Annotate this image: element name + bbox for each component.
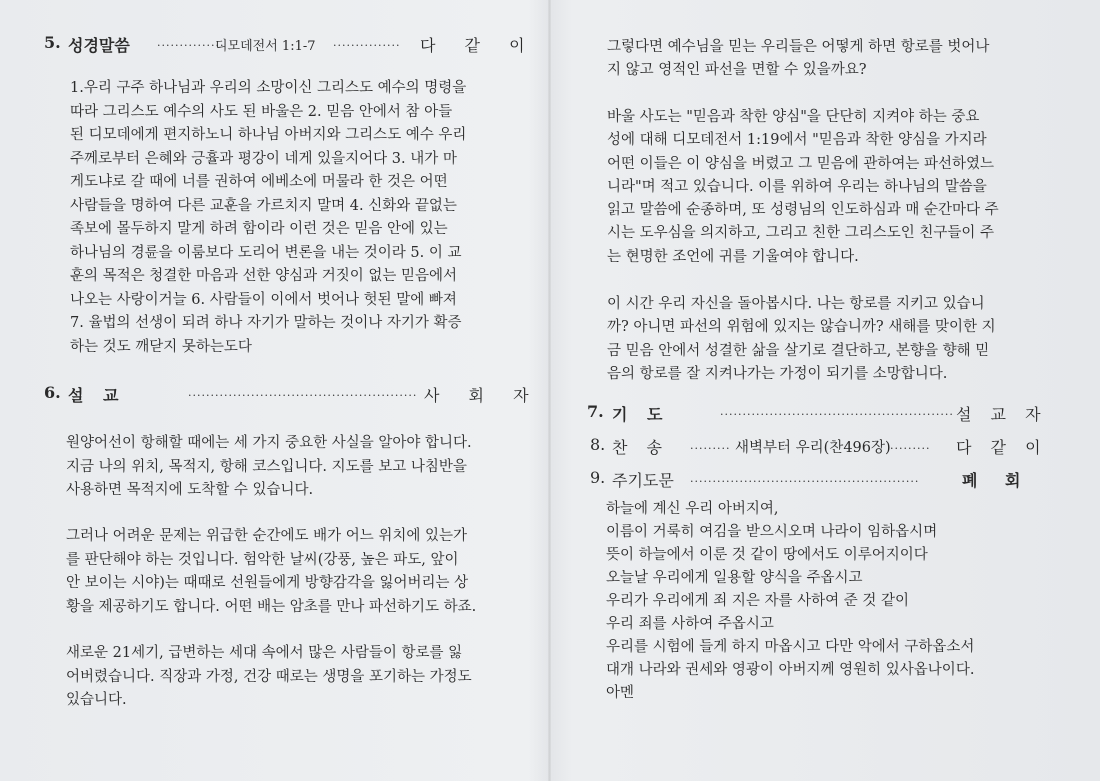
sermon-line: 지금 나의 위치, 목적지, 항해 코스입니다. 지도를 보고 나침반을 [66, 458, 467, 475]
section9-title: 주기도문 [612, 471, 674, 490]
sermon-line: 있습니다. [66, 692, 127, 708]
prayer-line: 우리가 우리에게 죄 지은 자를 사하여 준 것 같이 [606, 593, 910, 609]
section7-title: 기 도 [612, 405, 663, 424]
section9-number: 9. [590, 468, 606, 487]
section5-dots-b: ............... [333, 36, 401, 49]
scripture-line: 훈의 목적은 청결한 마음과 선한 양심과 거짓이 없는 믿음에서 [70, 268, 458, 284]
section8-title: 찬 송 [612, 438, 662, 457]
page-fold [548, 0, 551, 781]
prayer-line: 우리 죄를 사하여 주옵시고 [606, 616, 774, 632]
sermon-line: 읽고 말씀에 순종하며, 또 성령님의 인도하심과 매 순간마다 주 [607, 202, 999, 219]
sermon-line: 황을 제공하기도 합니다. 어떤 배는 암초를 만나 파선하기도 하죠. [66, 598, 477, 615]
sermon-line: 음의 항로를 잘 지켜나가는 가정이 되기를 소망합니다. [607, 365, 948, 382]
scripture-line: 나오는 사랑이거늘 6. 사람들이 이에서 벗어나 헛된 말에 빠져 [70, 291, 457, 308]
section6-dots: ................................................... [188, 386, 418, 399]
sermon-line: 바울 사도는 "믿음과 착한 양심"을 단단히 지켜야 하는 중요 [607, 109, 980, 125]
sermon-paragraph-4 [607, 36, 989, 83]
prayer-line: 뜻이 하늘에서 이룬 것 같이 땅에서도 이루어지이다 [606, 547, 928, 563]
sermon-line: 는 현명한 조언에 귀를 기울여야 합니다. [607, 248, 859, 265]
scripture-line: 주께로부터 은혜와 긍휼과 평강이 네게 있을지어다 3. 내가 마 [70, 150, 457, 167]
sermon-line: 안 보이는 시야)는 때때로 선원들에게 방향감각을 잃어버리는 상 [66, 575, 469, 591]
prayer-line: 하늘에 계신 우리 아버지여, [606, 501, 779, 517]
prayer-line: 대개 나라와 권세와 영광이 아버지께 영원히 있사옵나이다. [606, 662, 975, 678]
section5-reference: 디모데전서 1:1-7 [215, 39, 316, 54]
section6-number: 6. [44, 383, 61, 402]
section7-dots: .................................................... [720, 405, 954, 418]
sermon-paragraph-3 [66, 642, 472, 713]
section6-leader: 사 회 자 [424, 386, 541, 405]
sermon-paragraph-5 [607, 106, 999, 269]
scripture-text [70, 77, 466, 359]
scripture-line: 하나님의 경륜을 이룸보다 도리어 변론을 내는 것이라 5. 이 교 [70, 244, 462, 261]
sermon-line: 어버렸습니다. 직장과 가정, 건강 때로는 생명을 포기하는 가정도 [66, 668, 472, 685]
scripture-line: 따라 그리스도 예수의 사도 된 바울은 2. 믿음 안에서 참 아들 [70, 103, 453, 120]
sermon-line: 그러나 어려운 문제는 위급한 순간에도 배가 어느 위치에 있는가 [66, 528, 468, 544]
section7-number: 7. [587, 402, 604, 421]
sermon-line: 새로운 21세기, 급변하는 세대 속에서 많은 사람들이 항로를 잃 [66, 645, 463, 661]
prayer-line: 오늘날 우리에게 일용할 양식을 주옵시고 [606, 570, 863, 586]
sermon-paragraph-2 [66, 525, 476, 619]
sermon-line: 원양어선이 항해할 때에는 세 가지 중요한 사실을 알아야 합니다. [66, 435, 472, 451]
section5-leader: 다 같 이 [420, 36, 537, 55]
sermon-line: 금 믿음 안에서 성결한 삶을 살기로 결단하고, 본향을 향해 믿 [607, 342, 990, 359]
scripture-line: 된 디모데에게 편지하노니 하나님 아버지와 그리스도 예수 우리 [70, 127, 467, 143]
lords-prayer [606, 498, 974, 705]
sermon-paragraph-1 [66, 432, 472, 503]
section5-dots-a: ............... [157, 36, 225, 49]
sermon-line: 까? 아니면 파선의 위험에 있지는 않습니까? 새해를 맞이한 지 [607, 319, 996, 336]
sermon-line: 사용하면 목적지에 도착할 수 있습니다. [66, 482, 314, 498]
section8-dots-b: ......... [890, 439, 931, 452]
section6-title: 설 교 [68, 386, 119, 405]
scripture-line: 하는 것도 깨닫지 못하는도다 [70, 338, 252, 355]
section8-leader: 다 같 이 [956, 438, 1048, 457]
section8-dots-a: ......... [690, 439, 731, 452]
sermon-line: 니라"며 적고 있습니다. 이를 위하여 우리는 하나님의 말씀을 [607, 178, 987, 195]
section7-leader: 설 교 자 [956, 405, 1048, 424]
section8-number: 8. [590, 435, 606, 454]
sermon-line: 어떤 이들은 이 양심을 버렸고 그 믿음에 관하여는 파선하였느 [607, 155, 995, 172]
scripture-line: 족보에 몰두하지 말게 하려 함이라 이런 것은 믿음 안에 있는 [70, 221, 448, 237]
sermon-line: 이 시간 우리 자신을 돌아봅시다. 나는 항로를 지키고 있습니 [607, 296, 985, 312]
sermon-line: 성에 대해 디모데전서 1:19에서 "믿음과 착한 양심을 가지라 [607, 132, 987, 149]
scripture-line: 사람들을 명하여 다른 교훈을 가르치지 말며 4. 신화와 끝없는 [70, 197, 457, 214]
prayer-line: 우리를 시험에 들게 하지 마옵시고 다만 악에서 구하옵소서 [606, 639, 975, 655]
prayer-line: 아멘 [606, 685, 635, 701]
sermon-paragraph-6 [607, 293, 996, 386]
section8-hymn: 새벽부터 우리(찬496장) [735, 440, 891, 456]
scripture-line: 게도냐로 갈 때에 너를 권하여 에베소에 머물라 한 것은 어떤 [70, 174, 448, 190]
scripture-line: 1.우리 구주 하나님과 우리의 소망이신 그리스도 예수의 명령을 [70, 80, 467, 96]
section5-number: 5. [44, 33, 61, 52]
section9-leader: 폐 회 [962, 471, 1021, 490]
section5-title: 성경말씀 [68, 36, 130, 55]
sermon-line: 를 판단해야 하는 것입니다. 험악한 날씨(강풍, 높은 파도, 앞이 [66, 551, 459, 568]
prayer-line: 이름이 거룩히 여김을 받으시오며 나라이 임하옵시며 [606, 524, 938, 540]
scripture-line: 7. 율법의 선생이 되려 하나 자기가 말하는 것이나 자기가 확증 [70, 315, 462, 331]
sermon-line: 시는 도우심을 의지하고, 그리고 친한 그리스도인 친구들이 주 [607, 225, 995, 242]
section9-dots: ................................................... [690, 472, 920, 485]
sermon-line: 그렇다면 예수님을 믿는 우리들은 어떻게 하면 항로를 벗어나 [607, 39, 990, 55]
sermon-line: 지 않고 영적인 파선을 면할 수 있을까요? [607, 62, 867, 79]
